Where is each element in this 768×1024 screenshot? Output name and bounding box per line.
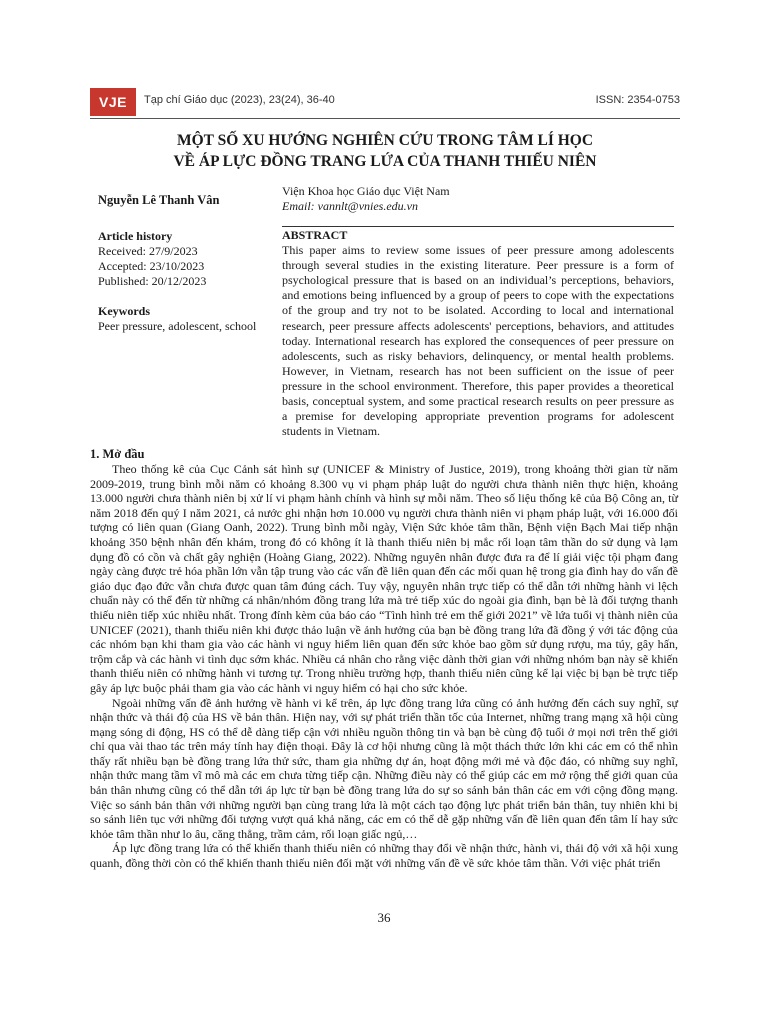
journal-logo: VJE: [90, 88, 136, 116]
abstract-block: [282, 226, 674, 439]
keywords-text: Peer pressure, adolescent, school: [98, 319, 257, 333]
author-affiliation: Viện Khoa học Giáo dục Việt Nam: [282, 184, 450, 198]
published-date: Published: 20/12/2023: [98, 274, 207, 288]
article-sidebar: [98, 229, 268, 334]
header-divider: [90, 118, 680, 119]
abstract-text: This paper aims to review some issues of peer pressure among adolescents through several studies in the existing literature. Peer pressure is a form of psychological pressure that is based on an individual’s perceptions, behaviors, and emotions being influenced by a group of peers to cope with the expectations of the group and try not to be isolated. According to local and international research, peer pressure affects adolescents' perceptions, behaviors, and attitudes today. International research has explored the consequences of peer pressure on adolescents, such as risky behaviors, delinquency, or mental health problems. However, in Vietnam, research has not been sufficient on the issue of peer pressure in the school environment. Therefore, this paper provides a theoretical basis, conceptual system, and some practical research results on peer pressure as a premise for developing appropriate prevention programs for adolescent students in Vietnam.: [282, 243, 674, 439]
body-text: [90, 462, 678, 871]
abstract-heading: ABSTRACT: [282, 228, 348, 242]
body-paragraph-1: Theo thống kê của Cục Cảnh sát hình sự (UNICEF & Ministry of Justice, 2019), trong khoảng thời gian từ năm 2009-2019, trung bình mỗi năm có khoảng 8.300 vụ vi phạm pháp luật do người chưa thành niên thực hiện, khoảng 13.000 người chưa thành niên bị xử lí vi phạm hành chính và hình sự mỗi năm. Theo số liệu thống kê của Bộ Công an, từ năm 2018 đến quý I năm 2021, cả nước ghi nhận hơn 10.000 vụ người chưa thành niên vi phạm pháp luật, với 16.000 đối tượng có liên quan (Giang Oanh, 2022). Trung bình mỗi ngày, Viện Sức khỏe tâm thần, Bệnh viện Bạch Mai tiếp nhận khoảng 350 bệnh nhân đến khám, trong đó có không ít là thanh thiếu niên bị mắc rối loạn tâm thần do sử dụng và lạm dụng đồ có cồn và chất gây nghiện (Hoàng Giang, 2022). Những nguyên nhân được đưa ra để lí giải việc tội phạm đang ngày càng được trẻ hóa phần lớn vẫn tập trung vào các vấn đề liên quan đến các mối quan hệ trong gia đình hay do vấn đề giáo dục đạo đức vẫn chưa được quan tâm đúng cách. Tuy vậy, nguyên nhân trực tiếp có thể dẫn tới những hành vi lệch chuẩn này có thể đến từ những cá nhân/nhóm đồng trang lứa mà trẻ tiếp xúc do ngoài gia đình, bạn bè là đối tượng thanh thiếu niên tiếp xúc nhiều nhất. Trong đính kèm của báo cáo “Tình hình trẻ em thế giới 2021” về lứa tuổi vị thành niên của UNICEF (2021), thanh thiếu niên khi được thảo luận về ảnh hưởng của bạn bè đồng trang lứa đã đồng ý với tác động của các nhóm bạn khi tham gia vào các hành vi nguy hiểm liên quan đến sức khỏe bao gồm sử dụng rượu, ma túy, gây hấn, trộm cắp và các hành vi tình dục sớm khác. Nhiều cá nhân cho rằng việc dành thời gian với những nhóm bạn này sẽ khiến thanh thiếu niên có những hành vi tương tự. Trong nhiều trường hợp, thanh thiếu niên cũng kể lại việc bị bạn bè trực tiếp gây áp lực buộc phải tham gia vào các hành vi nguy hiểm có hại cho sức khỏe.: [90, 462, 678, 695]
section-heading: 1. Mở đầu: [90, 447, 145, 461]
received-date: Received: 27/9/2023: [98, 244, 198, 258]
article-history-heading: Article history: [98, 229, 173, 243]
author-affiliation-block: [282, 184, 450, 214]
author-name: Nguyễn Lê Thanh Vân: [98, 193, 220, 207]
accepted-date: Accepted: 23/10/2023: [98, 259, 205, 273]
body-paragraph-2: Ngoài những vấn đề ảnh hưởng về hành vi kể trên, áp lực đồng trang lứa cũng có ảnh hưởng đến cách suy nghĩ, sự nhận thức và thái độ của HS về bản thân. Hiện nay, với sự phát triển thần tốc của Internet, những trang mạng xã hội cùng mạng sóng di động, HS có thể dễ dàng tiếp cận với nhiều nguồn thông tin và bạn bè cùng độ tuổi ở mọi nơi trên thế giới chỉ qua vài thao tác trên máy tính hay điện thoại. Đây là cơ hội nhưng cũng là một thách thức lớn khi các em có thể nhìn thấy rất nhiều bạn bè đồng trang lứa thử sức, tham gia những dự án, hoạt động mới mẻ và độc đáo, có những suy nghĩ, nhận thức mang tầm vĩ mô mà các em chưa từng tiếp cận. Những điều này có thể giúp các em mở rộng thế giới quan của bản thân nhưng cũng có thể dẫn tới áp lực từ bạn bè đồng trang lứa do sự so sánh bản thân các em với cộng đồng mạng. Việc so sánh bản thân với những người bạn cùng trang lứa là một cách tạo động lực phát triển bản thân, tuy nhiên khi bị so sánh liên tục với những đối tượng vượt quá khả năng, các em có thể dễ gặp những vấn đề liên quan đến tâm lí hay sức khỏe tâm thần như lo âu, căng thẳng, trầm cảm, rối loạn giấc ngủ,…: [90, 695, 678, 841]
paper-title-line-1: MỘT SỐ XU HƯỚNG NGHIÊN CỨU TRONG TÂM LÍ HỌC: [176, 132, 594, 149]
journal-header: [90, 88, 680, 116]
paper-title: [90, 130, 680, 172]
paper-title-line-2: VỀ ÁP LỰC ĐỒNG TRANG LỨA CỦA THANH THIẾU NIÊN: [173, 153, 597, 170]
body-paragraph-3: Áp lực đồng trang lứa có thể khiến thanh thiếu niên có những thay đổi về nhận thức, hành vi, thái độ với xã hội xung quanh, đồng thời còn có thể khiến thanh thiếu niên đối mặt với những vấn đề về sức khỏe tâm thần. Với việc phát triển: [90, 841, 678, 871]
author-email: Email: vannlt@vnies.edu.vn: [282, 199, 419, 213]
page-number: 36: [377, 910, 391, 925]
issn-label: ISSN: 2354-0753: [595, 94, 680, 106]
journal-citation: Tạp chí Giáo dục (2023), 23(24), 36-40: [144, 94, 335, 106]
keywords-heading: Keywords: [98, 304, 150, 318]
